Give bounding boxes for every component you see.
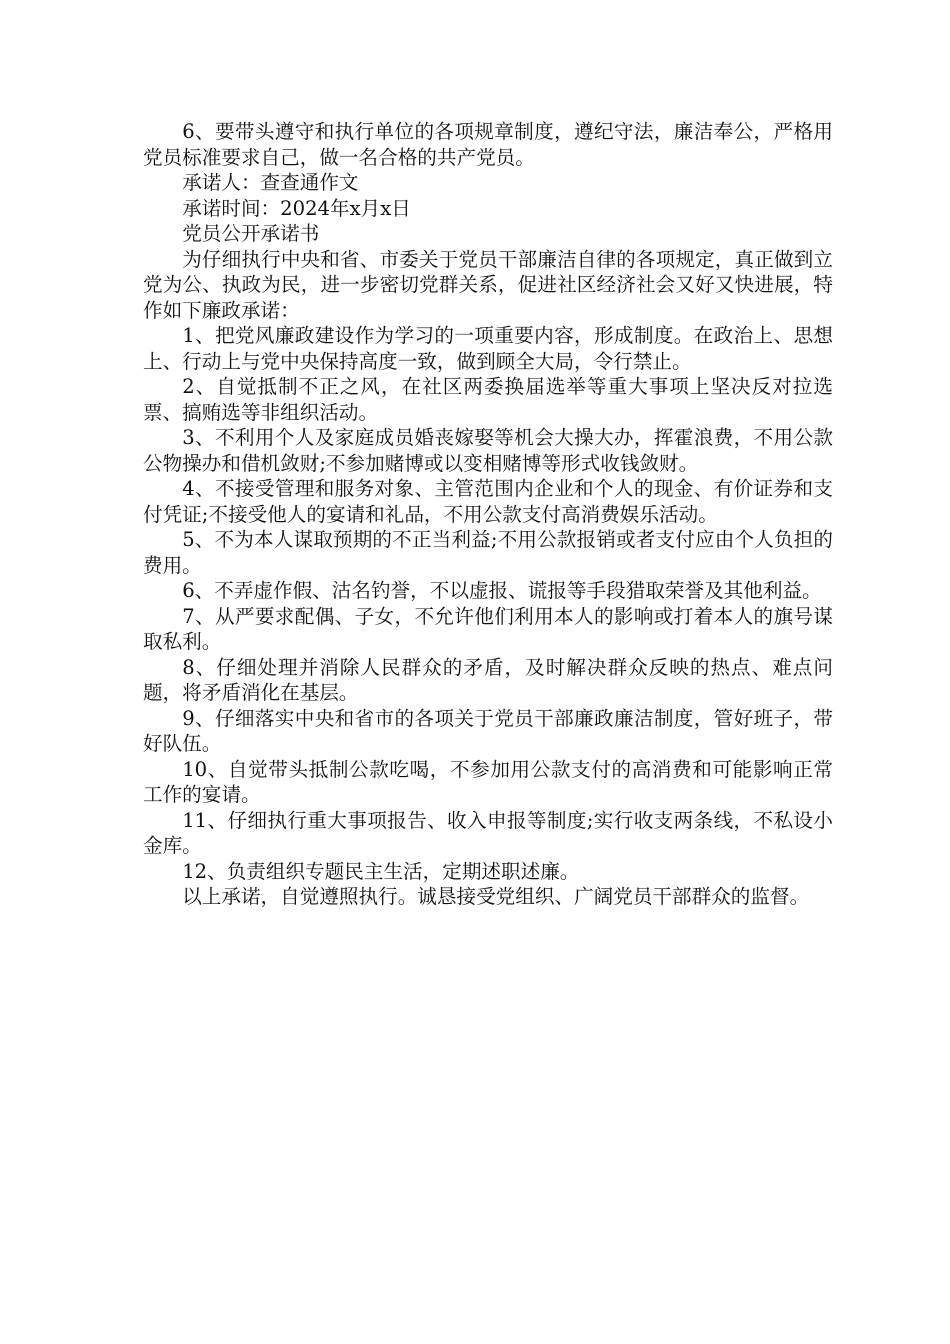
pledge-item-5: 5、不为本人谋取预期的不正当利益;不用公款报销或者支付应由个人负担的费用。 bbox=[143, 528, 833, 577]
pledge-item-3: 3、不利用个人及家庭成员婚丧嫁娶等机会大操大办，挥霍浪费，不用公款公物操办和借机敛财;不参加赌博或以变相赌博等形式收钱敛财。 bbox=[143, 426, 833, 475]
pledge-item-10: 10、自觉带头抵制公款吃喝，不参加用公款支付的高消费和可能影响正常工作的宴请。 bbox=[143, 757, 833, 806]
pledge-item-6: 6、不弄虚作假、沽名钓誉，不以虚报、谎报等手段猎取荣誉及其他利益。 bbox=[182, 579, 822, 602]
pledge-item-1: 1、把党风廉政建设作为学习的一项重要内容，形成制度。在政治上、思想上、行动上与党中央保持高度一致，做到顾全大局，令行禁止。 bbox=[143, 324, 833, 373]
closing-paragraph: 以上承诺，自觉遵照执行。诚恳接受党组织、广阔党员干部群众的监督。 bbox=[182, 885, 810, 908]
pledge-item-11: 11、仔细执行重大事项报告、收入申报等制度;实行收支两条线，不私设小金库。 bbox=[143, 808, 833, 857]
intro-paragraph: 为仔细执行中央和省、市委关于党员干部廉洁自律的各项规定，真正做到立党为公、执政为民，进一步密切党群关系，促进社区经济社会又好又快进展，特作如下廉政承诺： bbox=[143, 247, 833, 322]
pledge-item-9: 9、仔细落实中央和省市的各项关于党员干部廉政廉洁制度，管好班子，带好队伍。 bbox=[143, 706, 833, 755]
paragraph-rule-6: 6、要带头遵守和执行单位的各项规章制度，遵纪守法，廉洁奉公，严格用党员标准要求自己，做一名合格的共产党员。 bbox=[143, 120, 833, 169]
pledge-item-7: 7、从严要求配偶、子女，不允许他们利用本人的影响或打着本人的旗号谋取私利。 bbox=[143, 604, 833, 653]
pledge-item-12: 12、负责组织专题民主生活，定期述职述廉。 bbox=[182, 859, 580, 883]
section-title: 党员公开承诺书 bbox=[182, 222, 320, 245]
pledge-item-2: 2、自觉抵制不正之风，在社区两委换届选举等重大事项上坚决反对拉选票、搞贿选等非组织活动。 bbox=[143, 375, 833, 424]
pledge-item-8: 8、仔细处理并消除人民群众的矛盾，及时解决群众反映的热点、难点问题，将矛盾消化在基层。 bbox=[143, 655, 833, 704]
date-line: 承诺时间：2024年x月x日 bbox=[182, 196, 411, 220]
signer-line: 承诺人：查查通作文 bbox=[182, 171, 359, 194]
document-body bbox=[143, 119, 833, 910]
pledge-item-4: 4、不接受管理和服务对象、主管范围内企业和个人的现金、有价证券和支付凭证;不接受他人的宴请和礼品，不用公款支付高消费娱乐活动。 bbox=[143, 477, 833, 526]
